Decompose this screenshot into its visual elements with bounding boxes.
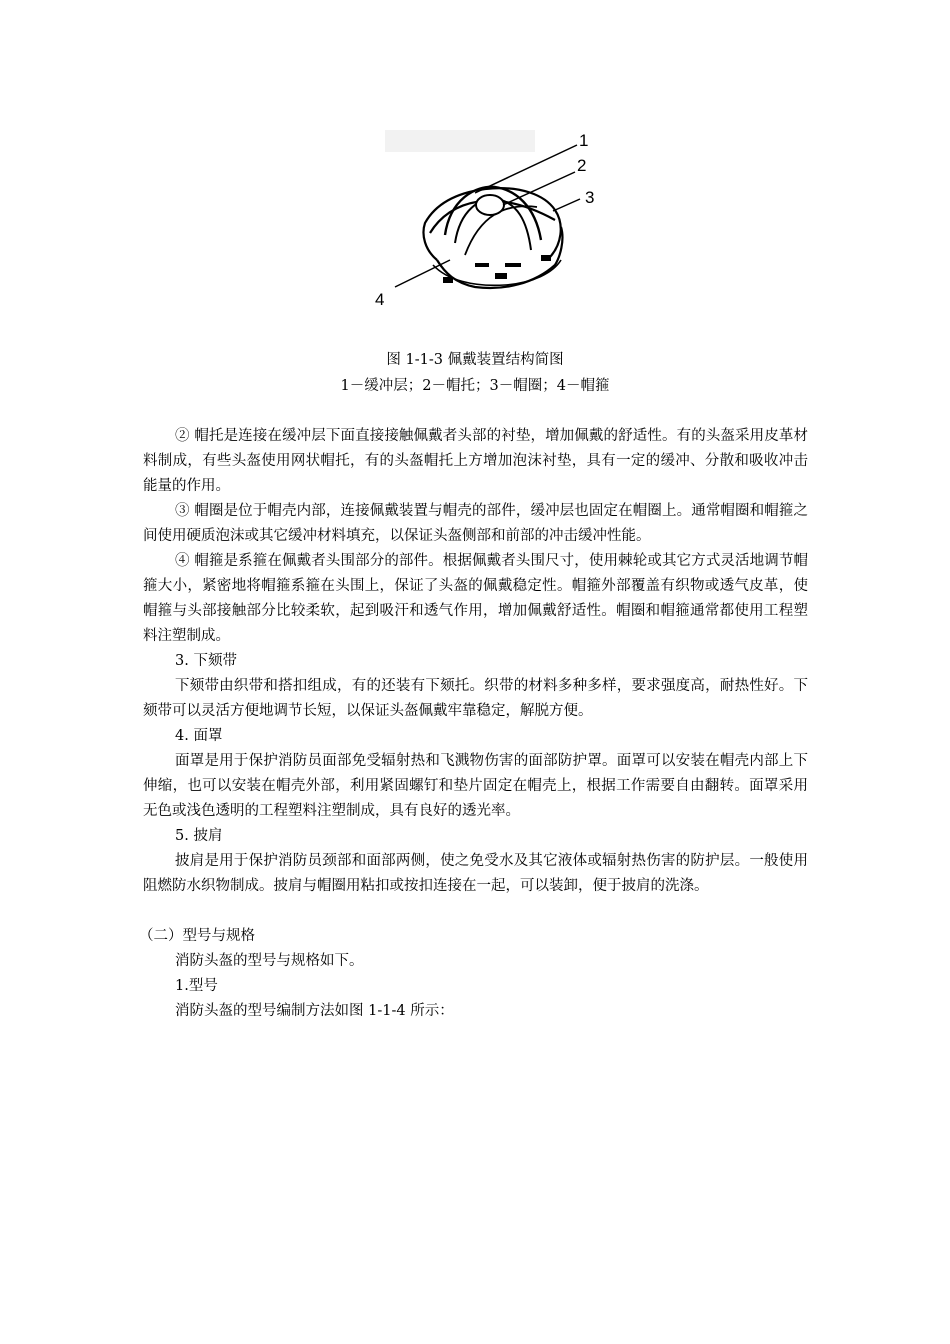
paragraph-model-method: 消防头盔的型号编制方法如图 1-1-4 所示： <box>175 1003 454 1019</box>
scan-smudge <box>385 130 535 152</box>
label-4: 4 <box>375 290 385 309</box>
paragraph-chin-strap: 下颏带由织带和搭扣组成，有的还装有下颏托。织带的材料多种多样，要求强度高，耐热性好。下颏带可以灵活方便地调节长短，以保证头盔佩戴牢靠稳定，解脱方便。 <box>143 678 808 719</box>
label-2: 2 <box>577 156 587 175</box>
heading-shawl: 5. 披肩 <box>175 828 223 844</box>
slot-3 <box>541 255 551 261</box>
paragraph-item-4: ④ 帽箍是系箍在佩戴者头围部分的部件。根据佩戴者头围尺寸，使用棘轮或其它方式灵活地调节帽箍大小，紧密地将帽箍系箍在头围上，保证了头盔的佩戴稳定性。帽箍外部覆盖有织物或透气皮革，使帽箍与头部接触部分比较柔软，起到吸汗和透气作用，增加佩戴舒适性。帽圈和帽箍通常都使用工程塑料注塑制成。 <box>143 553 808 644</box>
helmet-wearing-device-figure <box>355 115 615 320</box>
paragraph-item-3: ③ 帽圈是位于帽壳内部，连接佩戴装置与帽壳的部件，缓冲层也固定在帽圈上。通常帽圈和帽箍之间使用硬质泡沫或其它缓冲材料填充，以保证头盔侧部和前部的冲击缓冲性能。 <box>143 503 808 544</box>
paragraph-models-intro: 消防头盔的型号与规格如下。 <box>175 953 364 969</box>
leader-3 <box>553 199 580 211</box>
leader-1 <box>475 145 577 193</box>
slot-2 <box>495 273 507 279</box>
heading-face-shield: 4. 面罩 <box>175 728 223 744</box>
paragraph-item-2: ② 帽托是连接在缓冲层下面直接接触佩戴者头部的衬垫，增加佩戴的舒适性。有的头盔采用皮革材料制成，有些头盔使用网状帽托，有的头盔帽托上方增加泡沫衬垫，具有一定的缓冲、分散和吸收冲击能量的作用。 <box>143 428 808 494</box>
figure-caption: 图 1-1-3 佩戴装置结构简图 <box>386 352 564 368</box>
helmet-structure-diagram <box>355 115 615 320</box>
slot-4 <box>475 263 489 267</box>
slot-5 <box>505 263 521 267</box>
heading-model: 1.型号 <box>175 978 218 994</box>
leader-4 <box>395 260 450 287</box>
figure-legend: 1－缓冲层；2－帽托；3－帽圈；4－帽箍 <box>340 378 610 394</box>
label-3: 3 <box>585 188 595 207</box>
paragraph-shawl: 披肩是用于保护消防员颈部和面部两侧，使之免受水及其它液体或辐射热伤害的防护层。一般使用阻燃防水织物制成。披肩与帽圈用粘扣或按扣连接在一起，可以装卸，便于披肩的洗涤。 <box>143 853 808 894</box>
slot-1 <box>443 277 453 283</box>
label-1: 1 <box>579 131 589 150</box>
paragraph-face-shield: 面罩是用于保护消防员面部免受辐射热和飞溅物伤害的面部防护罩。面罩可以安装在帽壳内部上下伸缩，也可以安装在帽壳外部，利用紧固螺钉和垫片固定在帽壳上，根据工作需要自由翻转。面罩采用无色或浅色透明的工程塑料注塑制成，具有良好的透光率。 <box>143 753 808 819</box>
heading-chin-strap: 3. 下颏带 <box>175 653 237 669</box>
body-text <box>139 424 808 1024</box>
top-pad <box>476 195 504 215</box>
section-heading-models: （二）型号与规格 <box>139 928 255 944</box>
